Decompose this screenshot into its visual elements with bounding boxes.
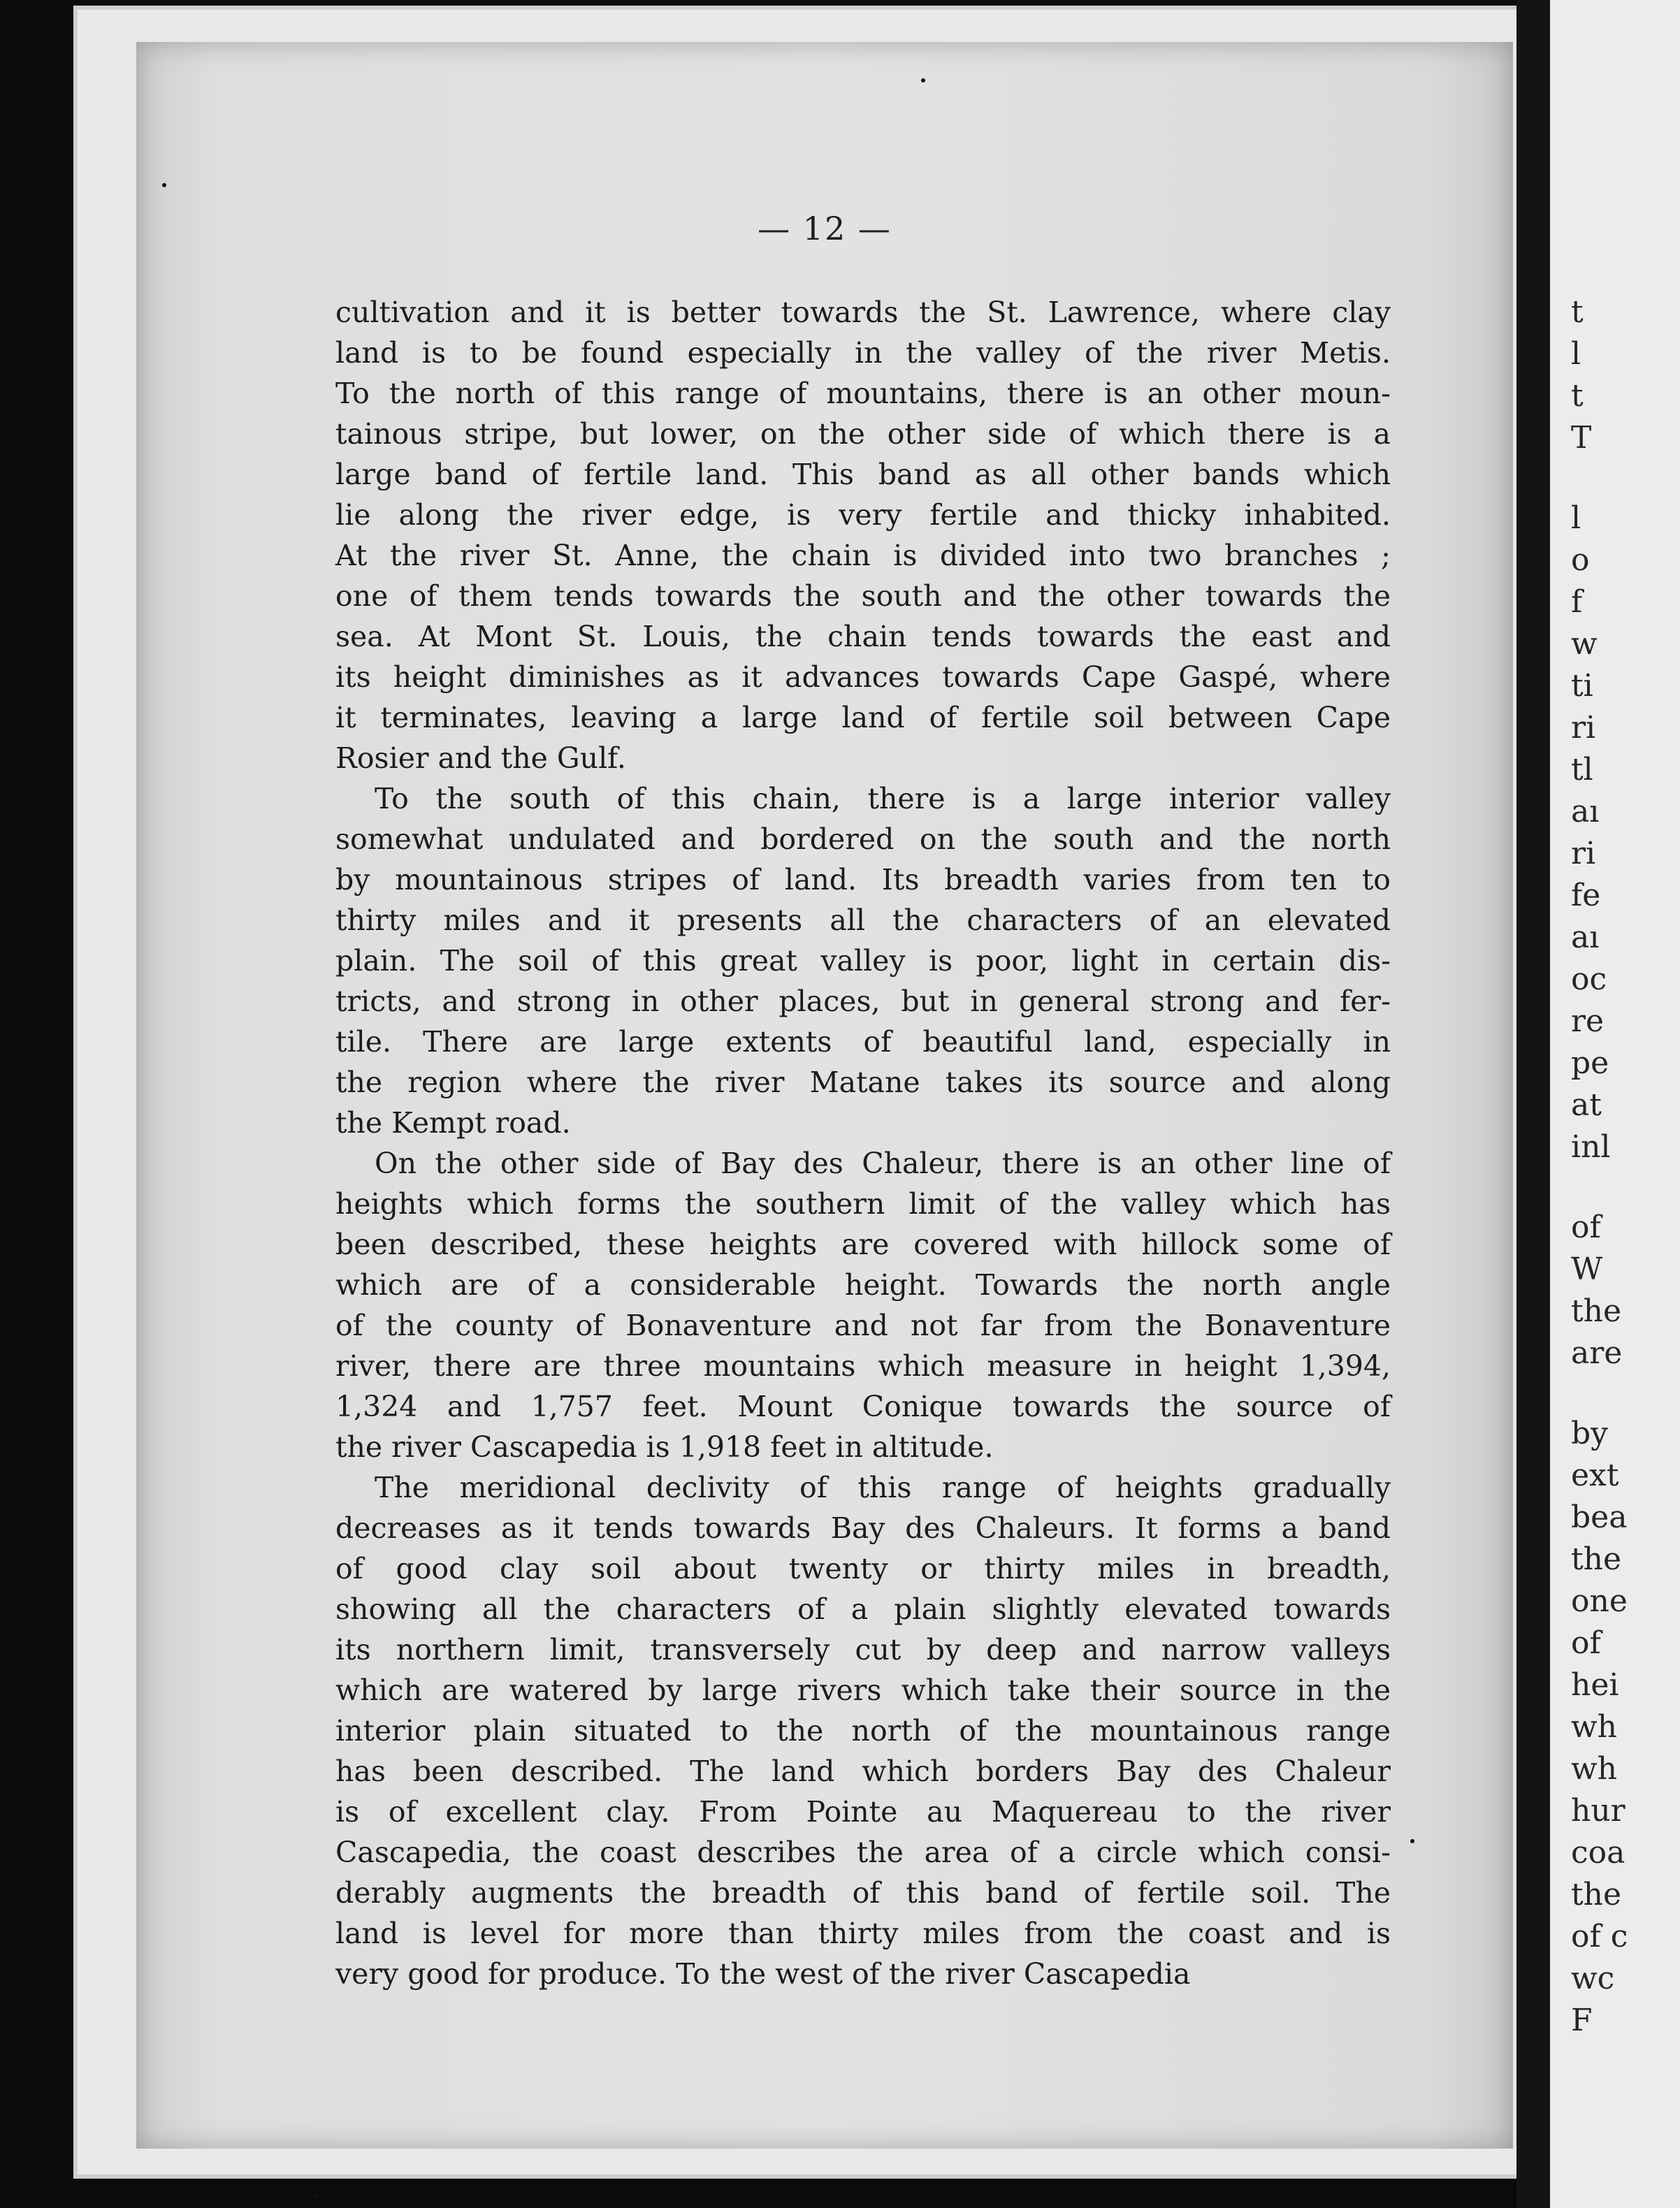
adjacent-page-fragment: tl — [1571, 752, 1593, 787]
text-line: of good clay soil about twenty or thirty miles in breadth, — [335, 1552, 1391, 1585]
paragraph — [335, 292, 1391, 778]
text-line: the river Cascapedia is 1,918 feet in altitude. — [335, 1430, 994, 1464]
adjacent-page-fragment: w — [1571, 626, 1598, 662]
text-line: derably augments the breadth of this band of fertile soil. The — [335, 1876, 1391, 1910]
adjacent-page-fragment: l — [1571, 336, 1581, 372]
adjacent-page-fragment: fe — [1571, 878, 1601, 913]
text-line: lie along the river edge, is very fertile and thicky inhabited. — [335, 498, 1391, 532]
adjacent-page-fragment: hei — [1571, 1667, 1619, 1703]
adjacent-page-fragment: bea — [1571, 1499, 1628, 1535]
text-line: its height diminishes as it advances towards Cape Gaspé, where — [335, 660, 1391, 694]
adjacent-page-fragment: one — [1571, 1583, 1628, 1619]
paragraph — [335, 778, 1391, 1143]
text-line: river, there are three mountains which measure in height 1,394, — [335, 1349, 1391, 1383]
text-line: cultivation and it is better towards the St. Lawrence, where clay — [335, 296, 1391, 329]
text-line: 1,324 and 1,757 feet. Mount Conique towards the source of — [335, 1390, 1391, 1423]
adjacent-page-fragment: ext — [1571, 1458, 1619, 1493]
text-line: On the other side of Bay des Chaleur, there is an other line of — [375, 1147, 1391, 1180]
scan-speck — [921, 78, 925, 82]
adjacent-page-fragment: T — [1571, 420, 1592, 456]
text-line: large band of fertile land. This band as all other bands which — [335, 458, 1391, 491]
text-line: decreases as it tends towards Bay des Chaleurs. It forms a band — [335, 1511, 1391, 1545]
adjacent-page-fragment: F — [1571, 2003, 1593, 2038]
adjacent-page-fragment: wc — [1571, 1961, 1615, 1996]
text-line: interior plain situated to the north of the mountainous range — [335, 1714, 1391, 1748]
adjacent-page-fragment: of — [1571, 1625, 1601, 1661]
text-line: which are of a considerable height. Towards the north angle — [335, 1268, 1391, 1302]
adjacent-page-fragment: ti — [1571, 668, 1593, 704]
adjacent-page-fragment: at — [1571, 1087, 1602, 1123]
text-line: plain. The soil of this great valley is poor, light in certain dis- — [335, 944, 1391, 978]
text-line: sea. At Mont St. Louis, the chain tends towards the east and — [335, 620, 1391, 653]
text-line: its northern limit, transversely cut by deep and narrow valleys — [335, 1633, 1391, 1666]
adjacent-page-fragment: inl — [1571, 1129, 1611, 1165]
scan-speck — [162, 183, 166, 187]
text-line: land is level for more than thirty miles from the coast and is — [335, 1917, 1391, 1950]
adjacent-page-fragment: pe — [1571, 1045, 1609, 1081]
adjacent-page-fragment: ri — [1571, 836, 1596, 871]
adjacent-page-edge — [1550, 0, 1680, 2208]
paragraph — [335, 1467, 1391, 1994]
adjacent-page-fragment: t — [1571, 294, 1584, 330]
adjacent-page-fragment: l — [1571, 500, 1581, 536]
adjacent-page-fragment: t — [1571, 378, 1584, 414]
scan-speck — [313, 2194, 317, 2198]
adjacent-page-fragment: wh — [1571, 1751, 1617, 1787]
adjacent-page-fragment: oc — [1571, 961, 1607, 997]
adjacent-page-fragment: o — [1571, 542, 1590, 578]
text-line: At the river St. Anne, the chain is divided into two branches ; — [335, 539, 1391, 572]
text-line: tricts, and strong in other places, but in general strong and fer- — [335, 985, 1391, 1018]
text-line: thirty miles and it presents all the characters of an elevated — [335, 903, 1391, 937]
paragraph — [335, 1143, 1391, 1467]
page-body-text — [335, 292, 1391, 1994]
text-line: the Kempt road. — [335, 1106, 571, 1140]
text-line: To the north of this range of mountains, there is an other moun- — [335, 377, 1391, 410]
book-gutter — [1516, 0, 1550, 2208]
adjacent-page-fragment: the — [1571, 1877, 1622, 1912]
text-line: tile. There are large extents of beautiful land, especially in — [335, 1025, 1391, 1059]
adjacent-page-fragment: hur — [1571, 1793, 1625, 1829]
scan-speck — [1410, 1839, 1414, 1843]
adjacent-page-fragment: of — [1571, 1210, 1601, 1245]
text-line: The meridional declivity of this range of heights gradually — [375, 1471, 1391, 1504]
text-line: of the county of Bonaventure and not far from the Bonaventure — [335, 1309, 1391, 1342]
adjacent-page-fragment: coa — [1571, 1835, 1625, 1871]
text-line: To the south of this chain, there is a large interior valley — [375, 782, 1391, 815]
text-line: is of excellent clay. From Pointe au Maquereau to the river — [335, 1795, 1391, 1829]
text-line: the region where the river Matane takes its source and along — [335, 1066, 1391, 1099]
text-line: has been described. The land which borders Bay des Chaleur — [335, 1755, 1391, 1788]
adjacent-page-fragment: wh — [1571, 1709, 1617, 1745]
adjacent-page-fragment: aı — [1571, 920, 1600, 955]
text-line: tainous stripe, but lower, on the other side of which there is a — [335, 417, 1391, 451]
adjacent-page-fragment: aı — [1571, 794, 1600, 829]
text-line: heights which forms the southern limit of the valley which has — [335, 1187, 1391, 1221]
text-line: very good for produce. To the west of the river Cascapedia — [335, 1957, 1191, 1991]
adjacent-page-fragment: the — [1571, 1541, 1622, 1577]
text-line: by mountainous stripes of land. Its breadth varies from ten to — [335, 863, 1391, 896]
page-number: — 12 — — [758, 210, 892, 247]
text-line: Rosier and the Gulf. — [335, 741, 626, 775]
adjacent-page-fragment: f — [1571, 584, 1583, 620]
adjacent-page-fragment: ri — [1571, 710, 1596, 746]
text-line: land is to be found especially in the valley of the river Metis. — [335, 336, 1391, 370]
text-line: somewhat undulated and bordered on the south and the north — [335, 822, 1391, 856]
adjacent-page-fragment: by — [1571, 1416, 1609, 1451]
text-line: been described, these heights are covered with hillock some of — [335, 1228, 1391, 1261]
adjacent-page-fragment: W — [1571, 1251, 1603, 1287]
adjacent-page-fragment: re — [1571, 1003, 1605, 1039]
text-line: which are watered by large rivers which take their source in the — [335, 1673, 1391, 1707]
text-line: it terminates, leaving a large land of fertile soil between Cape — [335, 701, 1391, 734]
text-line: Cascapedia, the coast describes the area of a circle which consi- — [335, 1836, 1391, 1869]
text-line: one of them tends towards the south and the other towards the — [335, 579, 1391, 613]
adjacent-page-fragment: the — [1571, 1293, 1622, 1329]
adjacent-page-fragment: are — [1571, 1335, 1623, 1371]
adjacent-page-fragment: of c — [1571, 1919, 1628, 1954]
text-line: showing all the characters of a plain slightly elevated towards — [335, 1592, 1391, 1626]
